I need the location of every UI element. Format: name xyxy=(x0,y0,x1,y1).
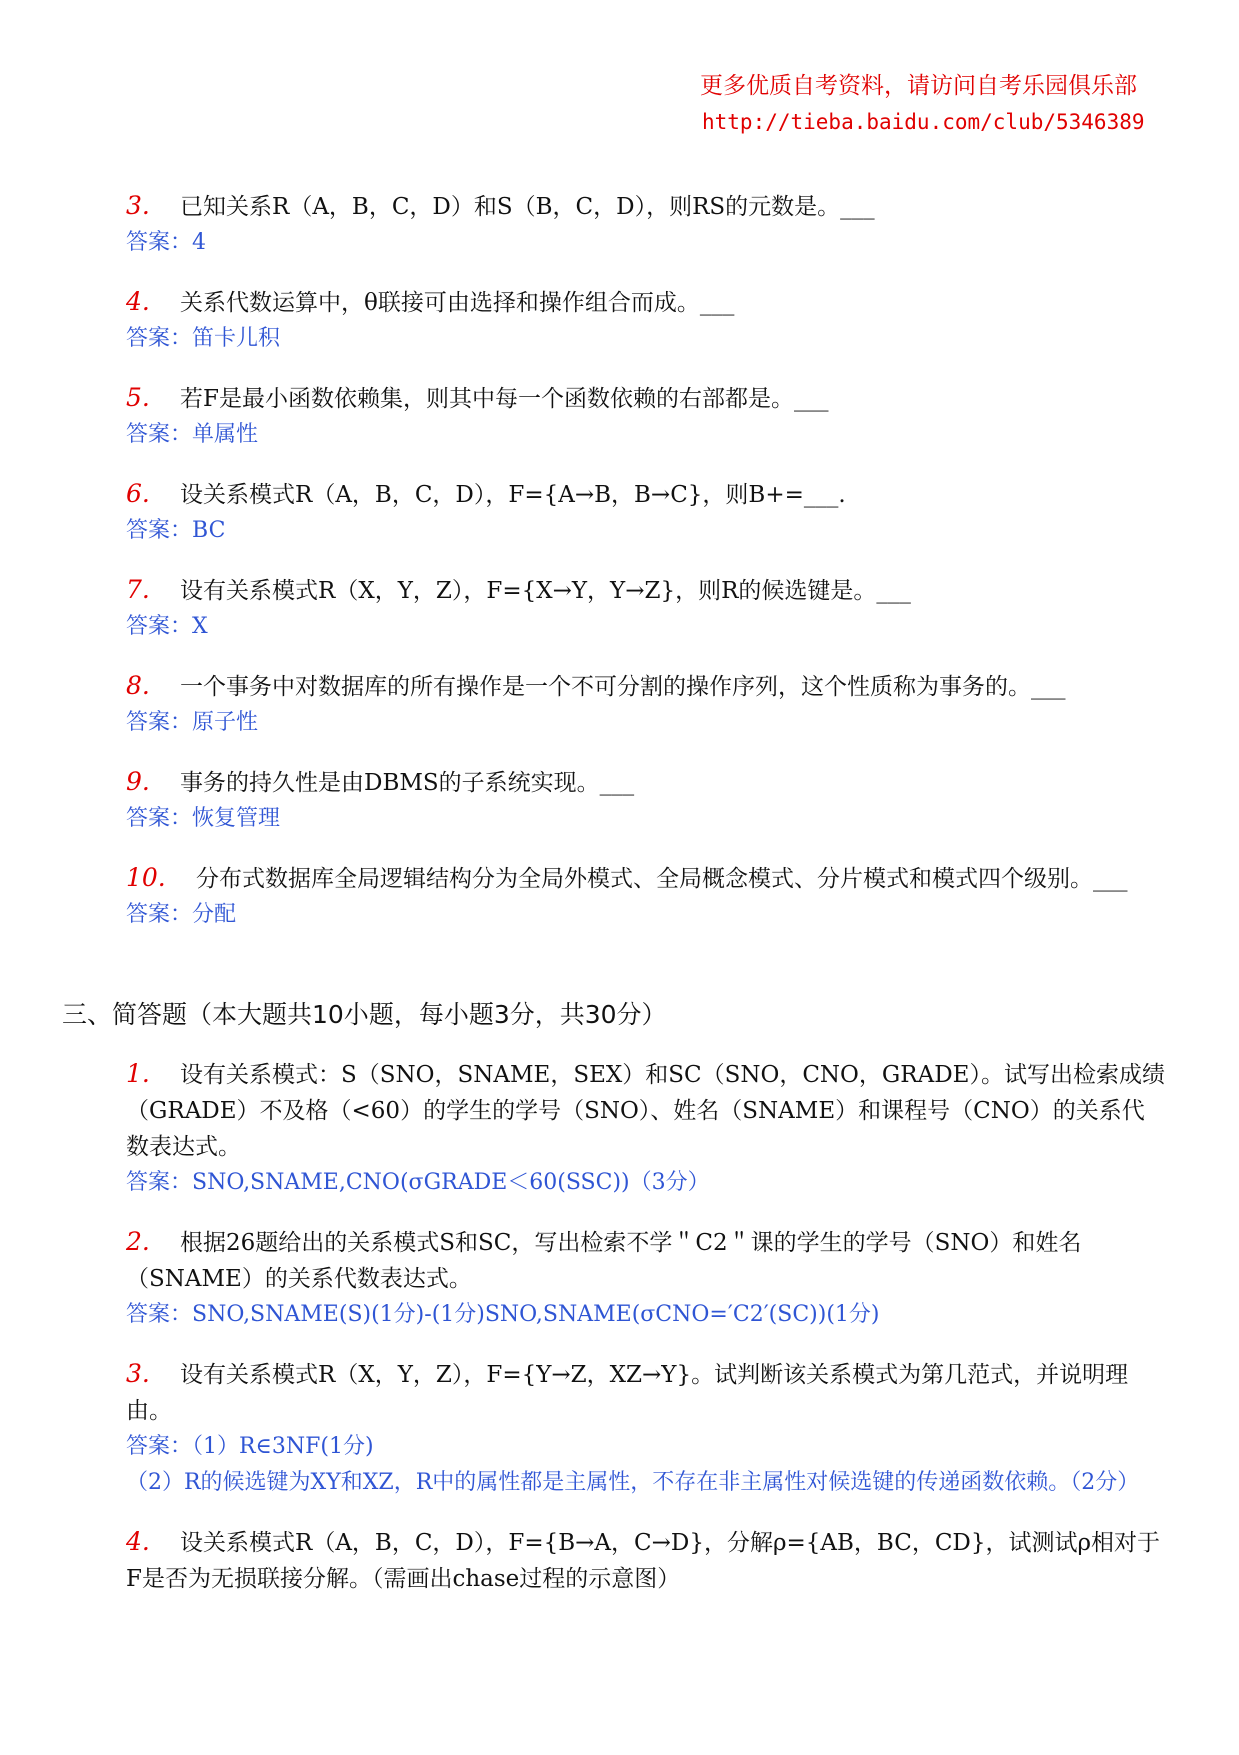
item-spacer xyxy=(0,837,1239,860)
question-number: 7. xyxy=(126,575,150,604)
question-body: 事务的持久性是由DBMS的子系统实现。___ xyxy=(180,770,635,796)
question-body: 关系代数运算中，θ联接可由选择和操作组合而成。___ xyxy=(180,290,735,316)
question-number: 8. xyxy=(126,671,150,700)
fill-question-item xyxy=(126,188,1166,261)
question-body: 已知关系R（A，B，C，D）和S（B，C，D），则RS的元数是。___ xyxy=(180,194,875,220)
answer-text: 答案：恢复管理 xyxy=(126,806,281,831)
answer-text: 答案：SNO,SNAME,CNO(σGRADE＜60(SSC))（3分） xyxy=(126,1170,710,1195)
question-number: 3. xyxy=(126,191,150,220)
fill-question-item xyxy=(126,284,1166,357)
question-text xyxy=(126,1224,1166,1297)
question-number: 3. xyxy=(126,1359,150,1388)
question-body: 设有关系模式R（X，Y，Z），F={X→Y，Y→Z}，则R的候选键是。___ xyxy=(180,578,911,604)
item-spacer xyxy=(0,453,1239,476)
question-text xyxy=(126,380,1166,417)
fill-question-item xyxy=(126,476,1166,549)
question-text xyxy=(126,188,1166,225)
short-question-item xyxy=(126,1056,1166,1201)
item-spacer xyxy=(0,357,1239,380)
short-question-item xyxy=(126,1224,1166,1333)
answer-text: 答案：笛卡儿积 xyxy=(126,326,281,351)
answer-text: 答案：（1）R∈3NF(1分) xyxy=(126,1434,374,1459)
document-content xyxy=(0,188,1239,1620)
question-body: 设关系模式R（A，B，C，D），F={B→A，C→D}，分解ρ={AB，BC，CD}，试测试ρ相对于F是否为无损联接分解。（需画出chase过程的示意图） xyxy=(126,1530,1161,1592)
site-promo-header xyxy=(700,68,1170,140)
question-number: 4. xyxy=(126,1527,150,1556)
question-text xyxy=(126,476,1166,513)
fill-in-blank-list xyxy=(0,188,1239,956)
item-spacer xyxy=(0,1201,1239,1224)
question-body: 若F是最小函数依赖集，则其中每一个函数依赖的右部都是。___ xyxy=(180,386,829,412)
question-number: 6. xyxy=(126,479,150,508)
question-text xyxy=(126,1056,1166,1165)
question-text xyxy=(126,764,1166,801)
question-text xyxy=(126,572,1166,609)
answer-text: 答案：原子性 xyxy=(126,710,259,735)
short-answer-list xyxy=(0,1056,1239,1620)
promo-text: 更多优质自考资料，请访问自考乐园俱乐部 xyxy=(700,73,1137,99)
question-text xyxy=(126,1356,1166,1429)
fill-question-item xyxy=(126,572,1166,645)
item-spacer xyxy=(0,741,1239,764)
question-text xyxy=(126,1524,1166,1597)
short-question-item xyxy=(126,1524,1166,1597)
answer-text: （2）R的候选键为XY和XZ，R中的属性都是主属性，不存在非主属性对候选键的传递函数依赖。（2分） xyxy=(126,1470,1140,1495)
item-spacer xyxy=(0,933,1239,956)
item-spacer xyxy=(0,1501,1239,1524)
question-body: 设关系模式R（A，B，C，D），F={A→B，B→C}，则B+=___. xyxy=(180,482,846,508)
item-spacer xyxy=(0,645,1239,668)
question-body: 一个事务中对数据库的所有操作是一个不可分割的操作序列，这个性质称为事务的。___ xyxy=(180,674,1066,700)
fill-question-item xyxy=(126,668,1166,741)
item-spacer xyxy=(0,1597,1239,1620)
question-text xyxy=(126,284,1166,321)
item-spacer xyxy=(0,261,1239,284)
item-spacer xyxy=(0,1333,1239,1356)
answer-text: 答案：X xyxy=(126,614,208,639)
question-number: 1. xyxy=(126,1059,150,1088)
question-number: 2. xyxy=(126,1227,150,1256)
question-number: 5. xyxy=(126,383,150,412)
question-number: 4. xyxy=(126,287,150,316)
question-text xyxy=(126,860,1166,897)
answer-text: 答案：分配 xyxy=(126,902,237,927)
question-body: 设有关系模式R（X，Y，Z），F={Y→Z，XZ→Y}。试判断该关系模式为第几范式，并说明理由。 xyxy=(126,1362,1129,1424)
question-body: 分布式数据库全局逻辑结构分为全局外模式、全局概念模式、分片模式和模式四个级别。___ xyxy=(196,866,1128,892)
question-number: 9. xyxy=(126,767,150,796)
answer-text: 答案：BC xyxy=(126,518,226,543)
club-url-link[interactable]: http://tieba.baidu.com/club/5346389 xyxy=(702,110,1145,134)
item-spacer xyxy=(0,549,1239,572)
question-text xyxy=(126,668,1166,705)
section-title: 三、简答题（本大题共10小题，每小题3分，共30分） xyxy=(62,1000,667,1029)
fill-question-item xyxy=(126,380,1166,453)
answer-text: 答案：单属性 xyxy=(126,422,259,447)
short-question-item xyxy=(126,1356,1166,1501)
question-number: 10. xyxy=(126,863,166,892)
fill-question-item xyxy=(126,860,1166,933)
question-body: 设有关系模式：S（SNO，SNAME，SEX）和SC（SNO，CNO，GRADE）。试写出检索成绩（GRADE）不及格（<60）的学生的学号（SNO）、姓名（SNAME）和课程号（CNO）的关系代数表达式。 xyxy=(126,1062,1165,1160)
answer-text: 答案：4 xyxy=(126,230,206,255)
answer-text: 答案：SNO,SNAME(S)(1分)-(1分)SNO,SNAME(σCNO=′C2′(SC))(1分) xyxy=(126,1302,880,1327)
fill-question-item xyxy=(126,764,1166,837)
question-body: 根据26题给出的关系模式S和SC，写出检索不学＂C2＂课的学生的学号（SNO）和姓名（SNAME）的关系代数表达式。 xyxy=(126,1230,1082,1292)
